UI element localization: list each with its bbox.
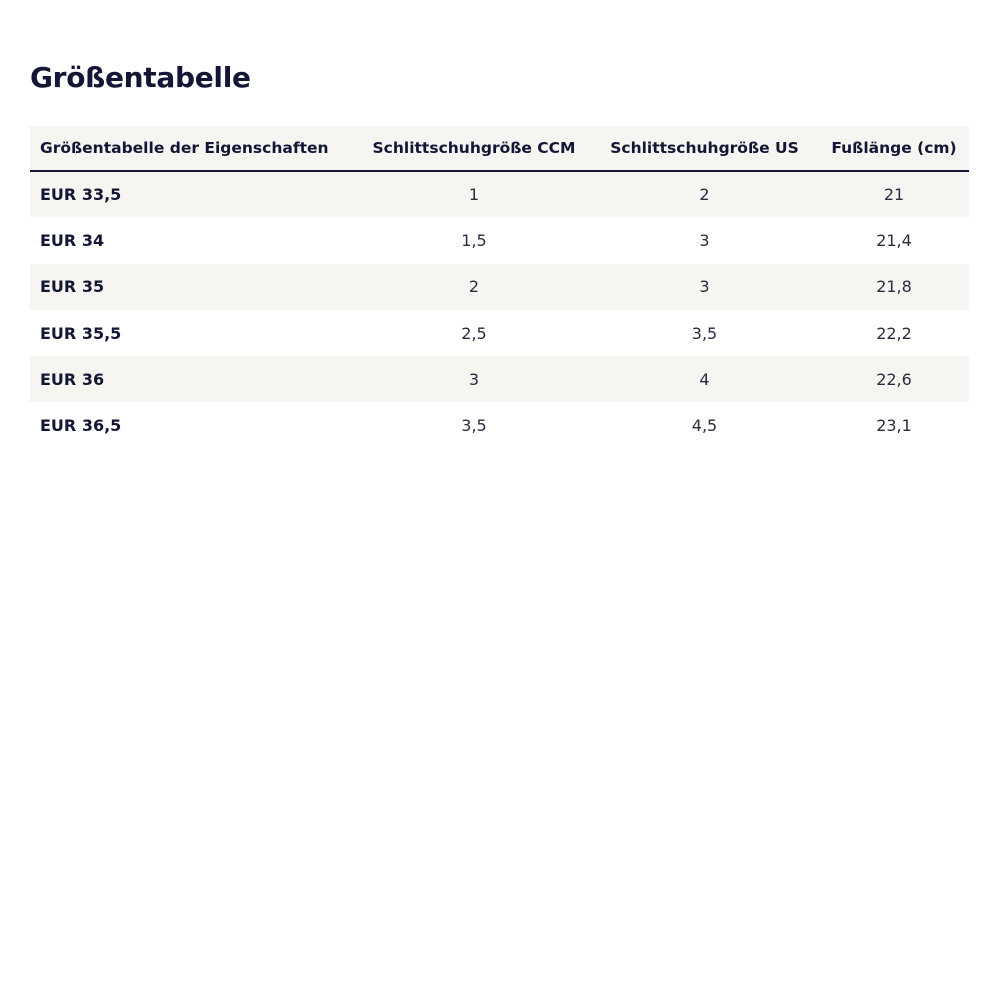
page-title: Größentabelle [30, 61, 251, 94]
table-header-row [30, 126, 969, 171]
table-row [30, 217, 969, 263]
header-foot-length: Fußlänge (cm) [819, 126, 969, 171]
cell-foot-length: 21,8 [876, 277, 912, 297]
table-row [30, 402, 969, 448]
cell-eur-size: EUR 35 [40, 277, 105, 297]
cell-foot-length: 22,2 [876, 323, 912, 343]
cell-us-size: 2 [699, 185, 710, 205]
header-us-size: Schlittschuhgröße US [590, 126, 819, 171]
header-properties: Größentabelle der Eigenschaften [30, 126, 358, 171]
cell-ccm-size: 2,5 [461, 323, 487, 343]
cell-foot-length: 21,4 [876, 230, 912, 250]
cell-ccm-size: 3 [468, 369, 480, 389]
table-row [30, 171, 969, 217]
table-row [30, 310, 969, 356]
cell-us-size: 4,5 [691, 416, 718, 436]
table-row [30, 264, 969, 310]
cell-us-size: 3 [699, 230, 710, 250]
cell-ccm-size: 1 [468, 185, 480, 205]
table-body [30, 171, 969, 449]
cell-ccm-size: 1,5 [461, 230, 487, 250]
size-table [30, 126, 969, 449]
cell-eur-size: EUR 36 [40, 369, 105, 389]
cell-us-size: 4 [699, 369, 710, 389]
cell-eur-size: EUR 36,5 [40, 416, 122, 436]
table-row [30, 356, 969, 402]
cell-eur-size: EUR 35,5 [40, 323, 122, 343]
cell-us-size: 3 [699, 277, 710, 297]
cell-foot-length: 23,1 [876, 416, 912, 436]
cell-eur-size: EUR 33,5 [40, 185, 122, 205]
cell-foot-length: 22,6 [876, 369, 912, 389]
cell-ccm-size: 2 [468, 277, 480, 297]
table-header [30, 126, 969, 171]
cell-eur-size: EUR 34 [40, 230, 105, 250]
cell-us-size: 3,5 [691, 323, 718, 343]
cell-foot-length: 21 [883, 185, 905, 205]
cell-ccm-size: 3,5 [461, 416, 487, 436]
header-ccm-size: Schlittschuhgröße CCM [358, 126, 590, 171]
